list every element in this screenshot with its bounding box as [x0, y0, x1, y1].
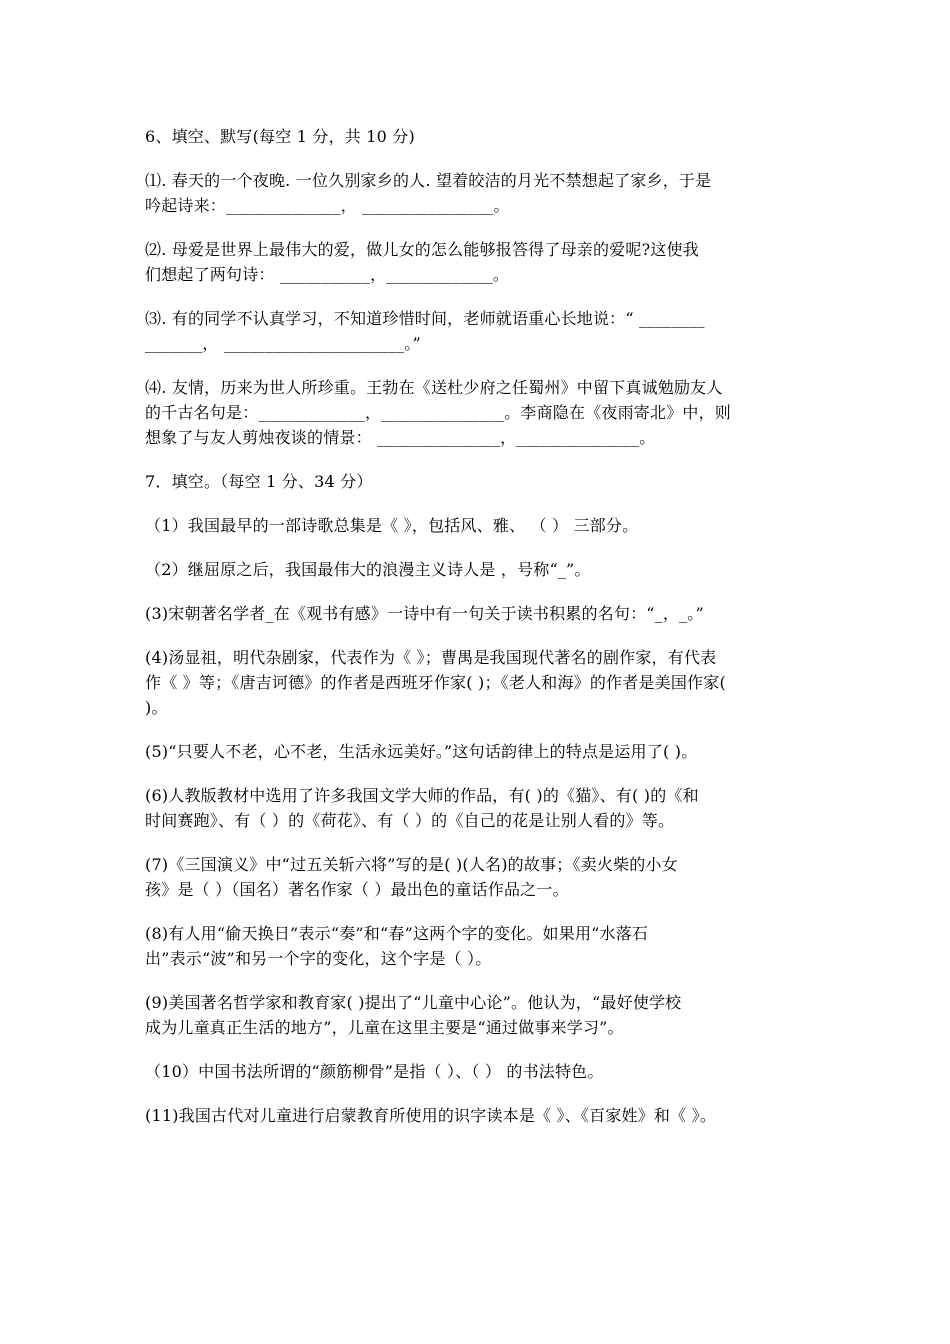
question-line: 的千古名句是：_____________，_______________。李商隐在《夜雨寄北》中，则 [145, 403, 732, 422]
question-line: 想象了与友人剪烛夜谈的情景： _______________，_______________。 [145, 428, 656, 447]
question-line: 孩》是（ ）（国名）著名作家（ ）最出色的童话作品之一。 [145, 880, 569, 899]
question-line: ⑷. 友情，历来为世人所珍重。王勃在《送杜少府之任蜀州》中留下真诚勉励友人 [145, 378, 723, 397]
question-line: (8)有人用“偷天换日”表示“奏”和“春”这两个字的变化。如果用“水落石 [145, 924, 649, 943]
section7-question-9 [145, 990, 825, 1040]
question-line: 出”表示“波”和另一个字的变化，这个字是（ ）。 [145, 949, 492, 968]
question-line: 成为儿童真正生活的地方”，儿童在这里主要是“通过做事来学习”。 [145, 1018, 624, 1037]
question-line: ⑵. 母爱是世界上最伟大的爱，做儿女的怎么能够报答得了母亲的爱呢?这使我 [145, 240, 699, 259]
section7-question-2: （2）继屈原之后，我国最伟大的浪漫主义诗人是 ，号称“_”。 [145, 560, 591, 579]
question-line: (7)《三国演义》中“过五关斩六将”写的是( )(人名)的故事；《卖火柴的小女 [145, 855, 678, 874]
question-line: ⑶. 有的同学不认真学习，不知道珍惜时间，老师就语重心长地说：“ ________ [145, 309, 705, 328]
section7-question-4 [145, 645, 825, 720]
question-line: (9)美国著名哲学家和教育家( )提出了“儿童中心论”。他认为，“最好使学校 [145, 993, 682, 1012]
section6-question-1 [145, 168, 825, 218]
question-line: )。 [145, 698, 168, 717]
question-line: 作《 》等；《唐吉诃德》的作者是西班牙作家( )；《老人和海》的作者是美国作家( [145, 673, 726, 692]
section6-question-2 [145, 237, 825, 287]
question-line: (4)汤显祖，明代杂剧家，代表作为《 》；曹禺是我国现代著名的剧作家，有代表 [145, 648, 717, 667]
section7-heading: 7．填空。（每空 1 分、34 分） [145, 472, 373, 491]
question-line: (6)人教版教材中选用了许多我国文学大师的作品，有( )的《猫》、有( )的《和 [145, 786, 699, 805]
question-line: ⑴. 春天的一个夜晚. 一位久别家乡的人. 望着皎洁的月光不禁想起了家乡，于是 [145, 171, 712, 190]
section7-question-5: (5)“只要人不老，心不老，生活永远美好。”这句话韵律上的特点是运用了( )。 [145, 742, 698, 761]
section6-question-3 [145, 306, 825, 356]
document-page [145, 124, 825, 1128]
section7-question-10: （10）中国书法所谓的“颜筋柳骨”是指（ ）、（ ） 的书法特色。 [145, 1062, 604, 1081]
section6-heading: 6、填空、默写(每空 1 分，共 10 分) [145, 127, 415, 146]
section7-question-7 [145, 852, 825, 902]
section7-question-1: （1）我国最早的一部诗歌总集是《 》，包括风、雅、 （ ） 三部分。 [145, 516, 639, 535]
question-line: 吟起诗来：______________， ________________。 [145, 196, 510, 215]
section7-question-11: (11)我国古代对儿童进行启蒙教育所使用的识字读本是《 》、《百家姓》和《 》。 [145, 1106, 717, 1125]
section7-question-6 [145, 783, 825, 833]
question-line: 们想起了两句诗： ___________，_____________。 [145, 265, 510, 284]
section6-question-4 [145, 375, 825, 450]
question-line: _______， ______________________。” [145, 334, 421, 353]
section7-question-3: (3)宋朝著名学者_在《观书有感》一诗中有一句关于读书积累的名句：“_，_。” [145, 604, 704, 623]
section7-question-8 [145, 921, 825, 971]
question-line: 时间赛跑》、有（ ）的《荷花》、有（ ）的《自己的花是让别人看的》等。 [145, 811, 675, 830]
